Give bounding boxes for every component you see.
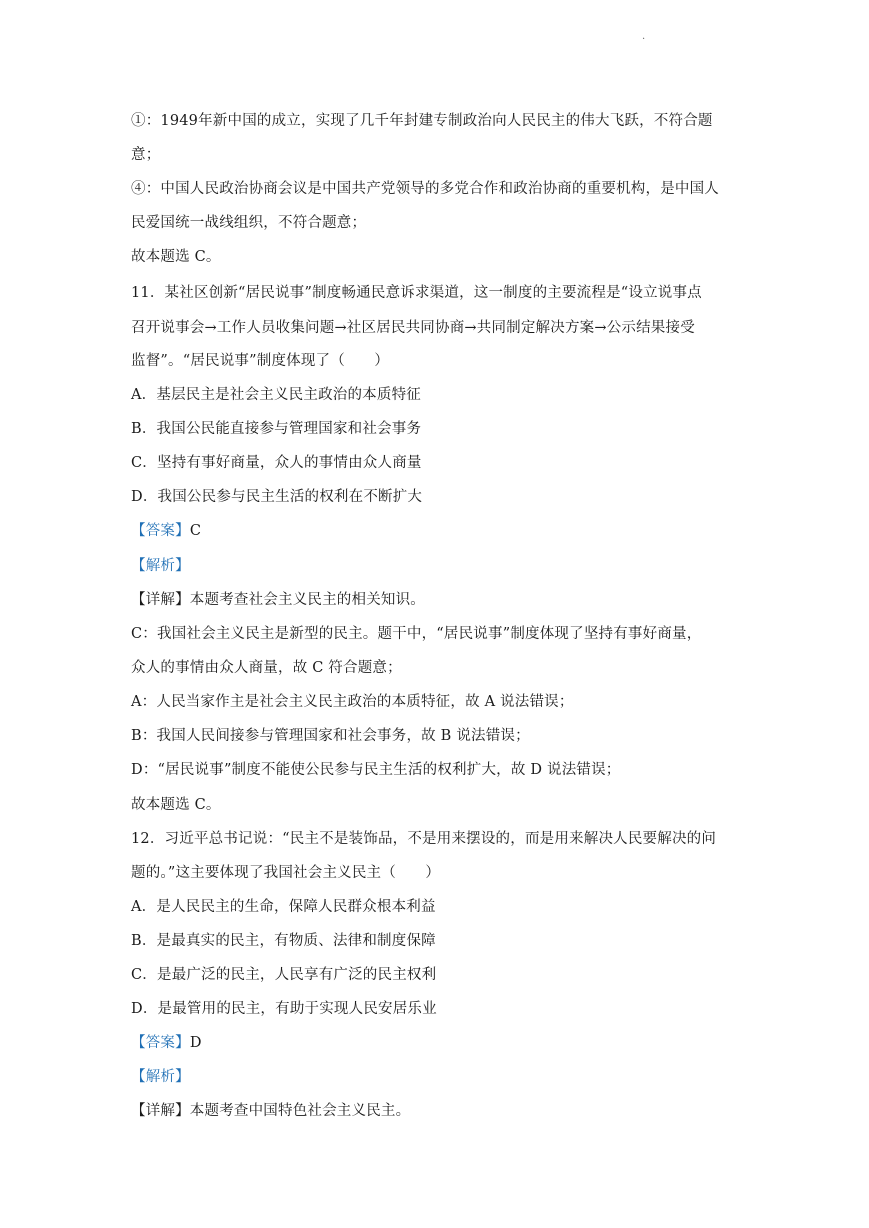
q11-stem-line-2: 召开说事会→工作人员收集问题→社区居民共同协商→共同制定解决方案→公示结果接受	[131, 320, 695, 336]
q10-conclusion: 故本题选 C。	[131, 249, 221, 265]
q10-explanation-line-2: 意；	[131, 147, 161, 163]
q11-explanation-line-4: B：我国人民间接参与管理国家和社会事务，故 B 说法错误；	[131, 728, 530, 744]
q12-option-a: A．是人民民主的生命，保障人民群众根本利益	[131, 899, 436, 915]
q10-explanation-line-4: 民爱国统一战线组织，不符合题意；	[131, 215, 367, 231]
q11-conclusion: 故本题选 C。	[131, 797, 221, 813]
q11-answer-value: C	[189, 523, 202, 539]
q12-detail: 【详解】本题考查中国特色社会主义民主。	[131, 1103, 411, 1119]
q12-option-d: D．是最管用的民主，有助于实现人民安居乐业	[131, 1001, 437, 1017]
q12-option-b: B．是最真实的民主，有物质、法律和制度保障	[131, 933, 436, 949]
q11-explanation-line-5: D：“居民说事”制度不能使公民参与民主生活的权利扩大，故 D 说法错误；	[131, 762, 621, 778]
q12-option-c: C．是最广泛的民主，人民享有广泛的民主权利	[131, 967, 437, 983]
q12-stem-line-1: 12．习近平总书记说：“民主不是装饰品，不是用来摆设的，而是用来解决人民要解决的问	[131, 831, 717, 847]
q11-explanation-line-3: A：人民当家作主是社会主义民主政治的本质特征，故 A 说法错误；	[131, 694, 574, 710]
q11-option-d: D．我国公民参与民主生活的权利在不断扩大	[131, 489, 423, 505]
q11-analysis-tag: 【解析】	[131, 558, 190, 574]
q12-answer-tag: 【答案】	[131, 1035, 190, 1051]
q11-detail: 【详解】本题考查社会主义民主的相关知识。	[131, 592, 425, 608]
q11-answer	[131, 521, 751, 541]
q12-answer-value: D	[189, 1035, 202, 1051]
q11-option-b: B．我国公民能直接参与管理国家和社会事务	[131, 421, 422, 437]
q12-analysis-tag: 【解析】	[131, 1069, 190, 1085]
q11-stem-line-1: 11．某社区创新“居民说事”制度畅通民意诉求渠道，这一制度的主要流程是“设立说事点	[131, 285, 702, 301]
q10-explanation-line-1: ①：1949年新中国的成立，实现了几千年封建专制政治向人民民主的伟大飞跃，不符合题	[131, 113, 713, 129]
q12-answer	[131, 1033, 751, 1053]
q11-option-a: A．基层民主是社会主义民主政治的本质特征	[131, 387, 421, 403]
q11-explanation-line-1: C：我国社会主义民主是新型的民主。题干中，“居民说事”制度体现了坚持有事好商量，	[131, 626, 702, 642]
q11-explanation-line-2: 众人的事情由众人商量，故 C 符合题意；	[131, 660, 402, 676]
page-marker-dot: .	[642, 31, 646, 42]
q12-stem-line-2: 题的。”这主要体现了我国社会主义民主（ ）	[131, 865, 441, 881]
q10-explanation-line-3: ④：中国人民政治协商会议是中国共产党领导的多党合作和政治协商的重要机构，是中国人	[131, 181, 719, 197]
q11-answer-tag: 【答案】	[131, 523, 190, 539]
q11-stem-line-3: 监督”。“居民说事”制度体现了（ ）	[131, 353, 390, 369]
q11-option-c: C．坚持有事好商量，众人的事情由众人商量	[131, 455, 422, 471]
